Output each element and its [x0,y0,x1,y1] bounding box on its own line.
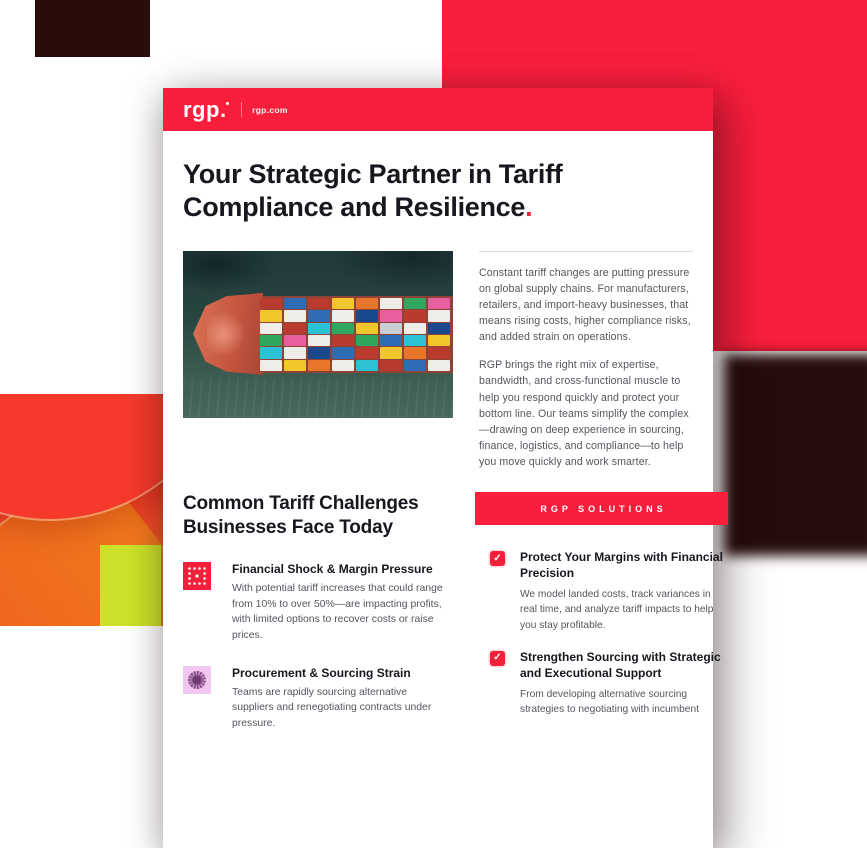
title-red-period: . [525,191,533,222]
artwork-arc [0,394,174,519]
logo-domain-text: rgp.com [252,104,288,115]
container-bay [428,298,450,371]
checkbox-icon: ✓ [490,651,505,666]
flyer-document [163,88,723,848]
checkbox-icon: ✓ [490,551,505,566]
challenge-title: Financial Shock & Margin Pressure [232,562,433,577]
container-bay [404,298,426,371]
challenges-solutions-section [183,492,723,732]
challenge-item [183,666,443,732]
challenge-body: Teams are rapidly sourcing alternative suppliers and renegotiating contracts under pressure. [232,686,432,729]
challenge-title: Procurement & Sourcing Strain [232,665,411,680]
container-bay [284,298,306,371]
challenges-heading: Common Tariff Challenges Businesses Face Today [183,493,419,539]
dark-corner-shape [35,0,150,57]
solution-title: Strengthen Sourcing with Strategic and Executional Support [520,649,721,680]
container-bay [332,298,354,371]
lime-rectangle [100,545,161,626]
challenges-column [183,492,443,732]
container-bay [380,298,402,371]
rgp-logo: rgp [183,96,220,122]
container-ship-photo [183,251,453,418]
ship-bow [193,293,263,375]
solution-item [475,649,728,718]
intro-paragraph-1: Constant tariff changes are putting pressure on global supply chains. For manufacturers, retailers, and import-heavy businesses, that means rising costs, higher compliance risks, and added strain on operations. [479,266,691,344]
solution-body: From developing alternative sourcing strategies to negotiating with incumbent [520,689,699,716]
rgp-solutions-banner: RGP SOLUTIONS [475,492,728,525]
challenge-item [183,562,443,643]
logo-divider [241,102,242,117]
sunburst-icon [183,666,211,694]
dotted-square-icon [183,562,211,590]
intro-paragraph-2: RGP brings the right mix of expertise, bandwidth, and cross-functional muscle to help you respond quickly and protect your bottom line. Our teams simplify the complex—drawing on deep experience in sourcing, finance, logistics, and compliance—to help you move quickly and work smarter. [479,359,689,468]
solution-body: We model landed costs, track variances in real time, and analyze tariff impacts to help you stay profitable. [520,589,714,631]
ship-containers [260,298,450,371]
page-title: Your Strategic Partner in Tariff Compliance and Resilience. [183,159,563,222]
container-bay [260,298,282,371]
solution-item [475,549,728,633]
rgp-logo-mark: . [220,99,229,121]
water-ripples [183,378,453,418]
container-bay [356,298,378,371]
document-header [163,88,713,131]
intro-section [183,251,693,470]
intro-text-column [479,251,693,470]
challenge-body: With potential tariff increases that could range from 10% to over 50%—are impacting profits, with limited options to recover costs or raise prices. [232,583,443,642]
solutions-column [475,492,728,732]
container-bay [308,298,330,371]
solution-title: Protect Your Margins with Financial Precision [520,550,723,581]
dark-right-shape [724,354,867,556]
